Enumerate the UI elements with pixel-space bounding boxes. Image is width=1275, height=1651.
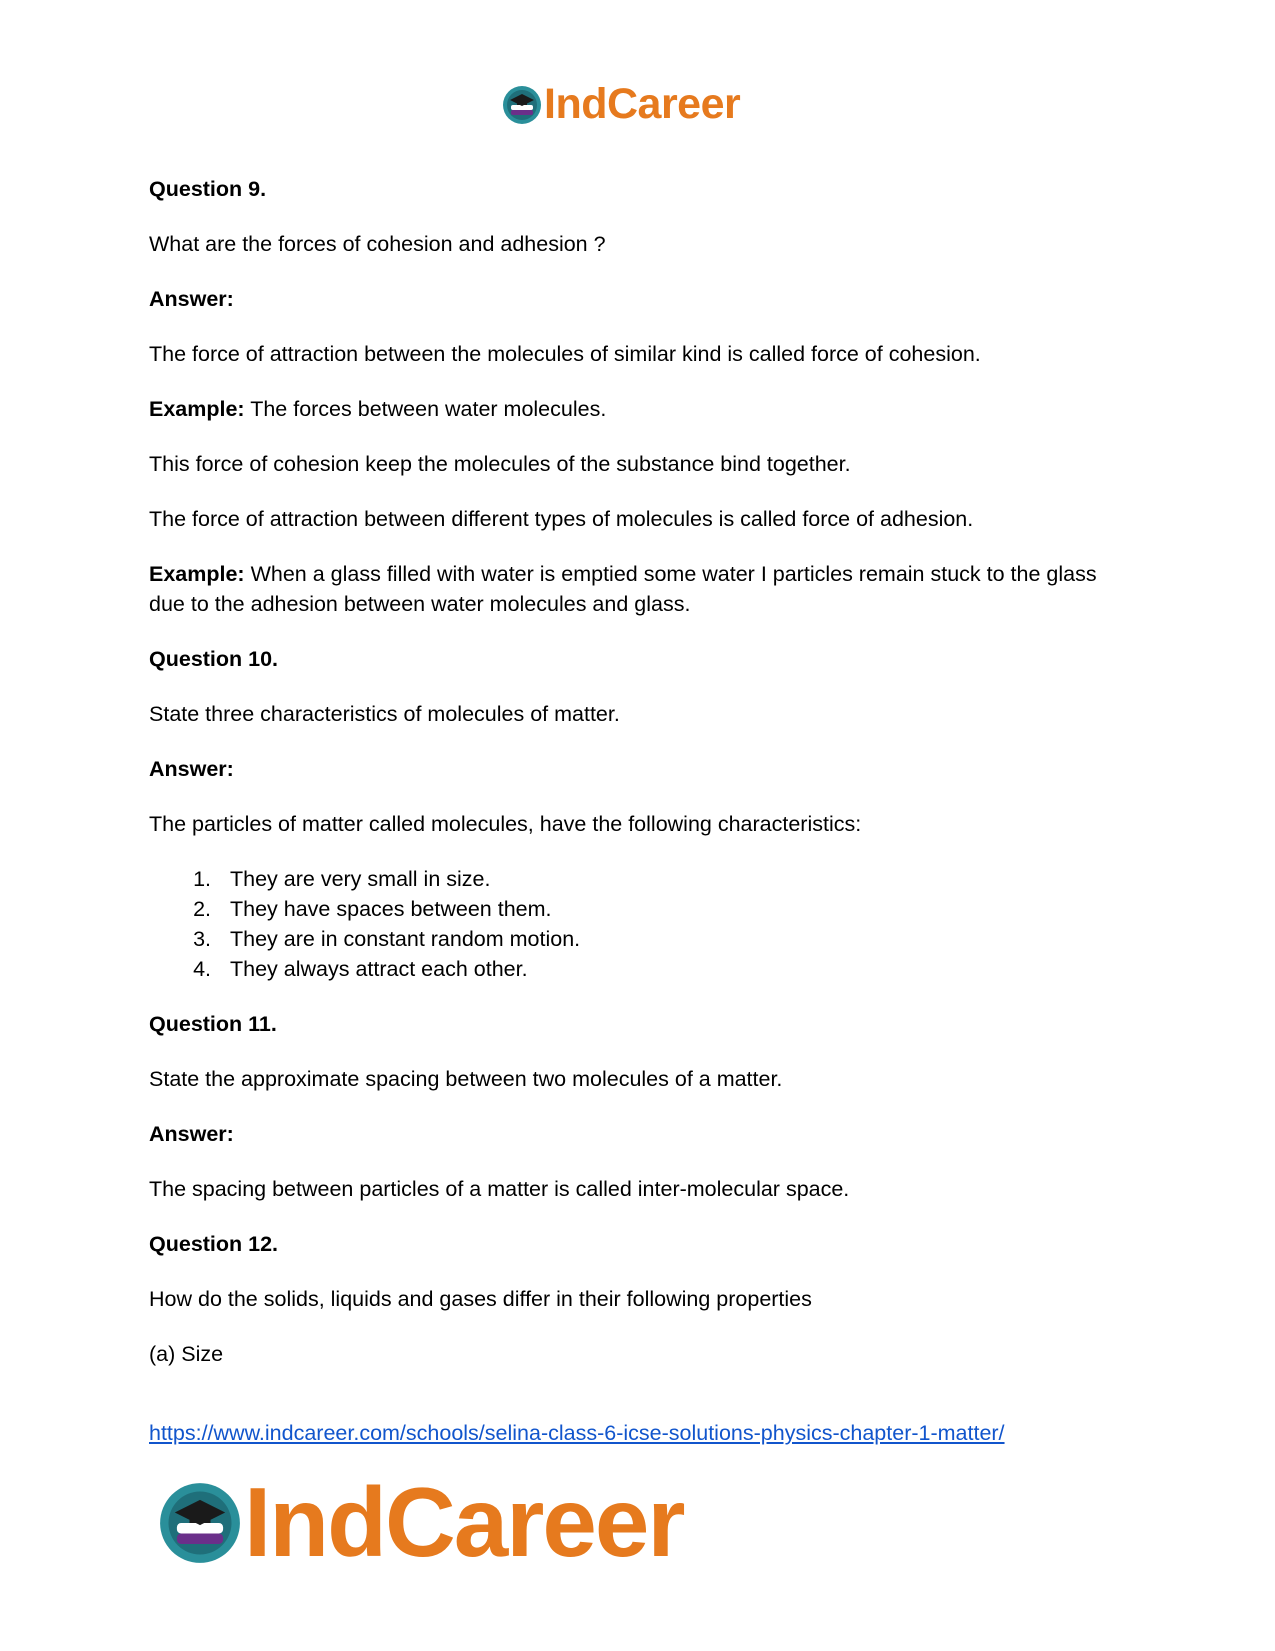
list-text: They are very small in size. xyxy=(230,867,491,891)
example-paragraph xyxy=(149,394,1129,424)
answer-label: Answer: xyxy=(149,1122,234,1146)
example-label: Example: xyxy=(149,397,245,421)
graduation-book-icon xyxy=(502,85,542,125)
example-label: Example: xyxy=(149,562,245,586)
question-11-title: Question 11. xyxy=(149,1012,277,1036)
question-10-text: State three characteristics of molecules of matter. xyxy=(149,702,620,726)
list-number: 4. xyxy=(193,957,211,981)
list-item xyxy=(149,864,1129,894)
answer-paragraph: This force of cohesion keep the molecules of the substance bind together. xyxy=(149,452,851,476)
main-content xyxy=(149,174,1129,1369)
list-number: 3. xyxy=(193,927,211,951)
list-item xyxy=(149,924,1129,954)
header-logo xyxy=(502,80,740,129)
graduation-book-icon xyxy=(158,1481,242,1565)
question-12-part-a: (a) Size xyxy=(149,1342,224,1366)
list-item xyxy=(149,894,1129,924)
question-10-title: Question 10. xyxy=(149,647,279,671)
answer-paragraph: The force of attraction between the molecules of similar kind is called force of cohesion. xyxy=(149,342,981,366)
answer-paragraph: The particles of matter called molecules, have the following characteristics: xyxy=(149,812,862,836)
answer-label: Answer: xyxy=(149,287,234,311)
source-url-link[interactable]: https://www.indcareer.com/schools/selina-class-6-icse-solutions-physics-chapter-1-matter/ xyxy=(149,1421,1005,1445)
question-12-title: Question 12. xyxy=(149,1232,279,1256)
characteristics-list xyxy=(149,864,1129,984)
question-9-text: What are the forces of cohesion and adhesion ? xyxy=(149,232,606,256)
list-text: They have spaces between them. xyxy=(230,897,552,921)
list-item xyxy=(149,954,1129,984)
list-text: They always attract each other. xyxy=(230,957,528,981)
list-number: 2. xyxy=(193,897,211,921)
question-9-title: Question 9. xyxy=(149,177,267,201)
answer-paragraph: The force of attraction between different types of molecules is called force of adhesion. xyxy=(149,507,974,531)
question-12-text: How do the solids, liquids and gases differ in their following properties xyxy=(149,1287,812,1311)
footer-logo xyxy=(158,1466,684,1579)
question-11-text: State the approximate spacing between two molecules of a matter. xyxy=(149,1067,783,1091)
answer-paragraph: The spacing between particles of a matter is called inter-molecular space. xyxy=(149,1177,850,1201)
answer-label: Answer: xyxy=(149,757,234,781)
example-paragraph xyxy=(149,559,1129,619)
logo-text: IndCareer xyxy=(244,1467,684,1577)
list-number: 1. xyxy=(193,867,211,891)
list-text: They are in constant random motion. xyxy=(230,927,581,951)
example-text: When a glass filled with water is emptied some water I particles remain stuck to the glass due to the adhesion between water molecules and glass. xyxy=(149,562,1097,616)
logo-text: IndCareer xyxy=(544,80,741,128)
example-text: The forces between water molecules. xyxy=(244,397,607,421)
